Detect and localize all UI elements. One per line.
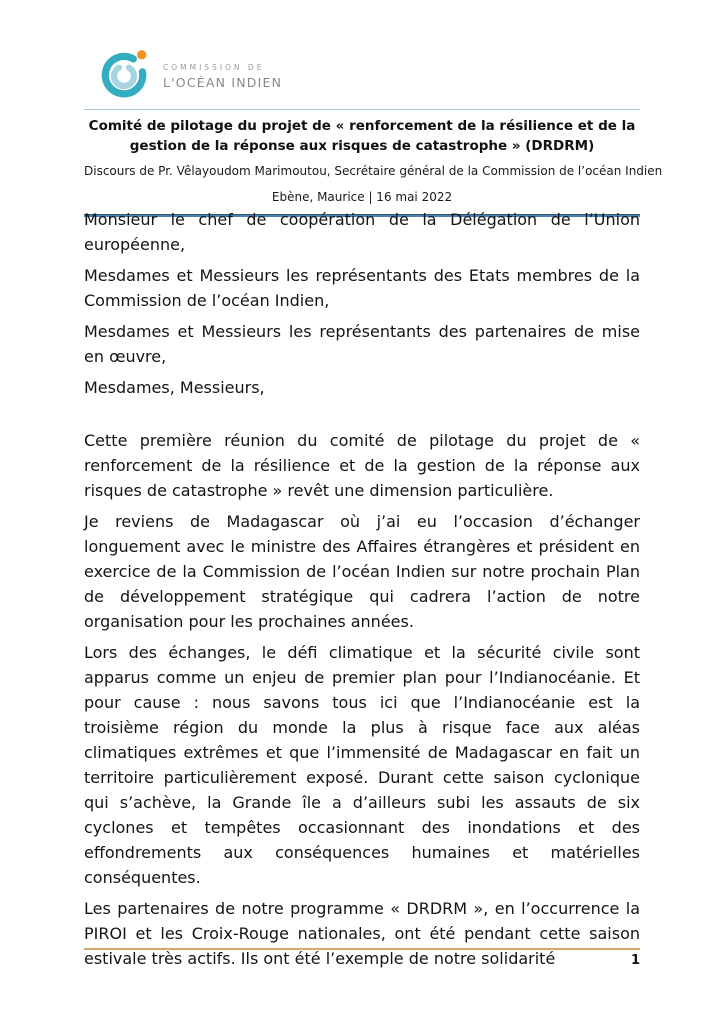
salutation-paragraph: Mesdames et Messieurs les représentants des partenaires de mise en œuvre, (84, 322, 640, 366)
logo-org-name-large: L'OCÉAN INDIEN (163, 74, 283, 90)
logo-swirl-icon (98, 46, 150, 98)
speech-paragraph: Cette première réunion du comité de pilotage du projet de « renforcement de la résilience et de la gestion de la réponse aux risques de catastrophe » revêt une dimension particulière. (84, 431, 640, 500)
document-header (84, 109, 663, 217)
coi-logo (98, 46, 282, 98)
document-title: Comité de pilotage du projet de « renforcement de la résilience et de la gestion de la réponse aux risques de catastrophe » (DRDRM) (88, 118, 636, 154)
document-dateline: Ebène, Maurice | 16 mai 2022 (271, 190, 453, 204)
logo-org-name-small: COMMISSION DE (163, 62, 265, 72)
speech-paragraph: Les partenaires de notre programme « DRDRM », en l’occurrence la PIROI et les Croix-Rouge nationales, ont été pendant cette saison estivale très actifs. Ils ont été l’exemple de notre solidarité (84, 899, 640, 968)
page-number: 1 (630, 953, 640, 968)
speech-body (84, 207, 640, 977)
speech-paragraph: Lors des échanges, le défi climatique et la sécurité civile sont apparus comme un enjeu de premier plan pour l’Indianocéanie. Et pour cause : nous savons tous ici que l’Indianocéanie est la troisième région du monde la plus à risque face aux aléas climatiques extrêmes et que l’immensité de Madagascar en fait un territoire particulièrement exposé. Durant cette saison cyclonique qui s’achève, la Grande île a d’ailleurs subi les assauts de six cyclones et tempêtes occasionnant des inondations et des effondrements aux conséquences humaines et matérielles conséquentes. (84, 643, 640, 887)
salutation-paragraph: Monsieur le chef de coopération de la Délégation de l’Union européenne, (84, 210, 640, 254)
logo-orange-dot (137, 50, 146, 59)
salutation-paragraph: Mesdames et Messieurs les représentants des Etats membres de la Commission de l’océan Indien, (84, 266, 640, 310)
page-footer (84, 948, 640, 968)
speech-paragraph: Je reviens de Madagascar où j’ai eu l’occasion d’échanger longuement avec le ministre des Affaires étrangères et président en exercice de la Commission de l’océan Indien sur notre prochain Plan de développement stratégique qui cadrera l’action de notre organisation pour les prochaines années. (84, 512, 640, 631)
logo-org-name (163, 55, 282, 90)
salutation-paragraph: Mesdames, Messieurs, (84, 378, 265, 397)
document-subtitle: Discours de Pr. Vêlayoudom Marimoutou, Secrétaire général de la Commission de l’océan Indien (84, 164, 663, 178)
